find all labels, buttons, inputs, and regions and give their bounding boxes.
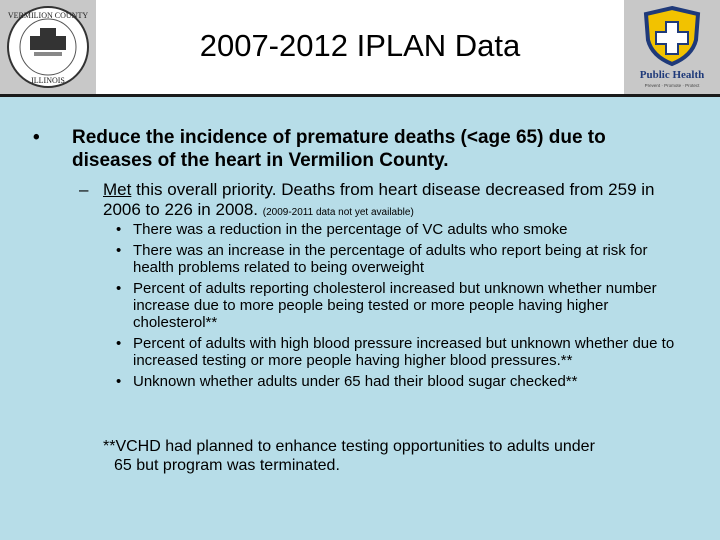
data-availability-note: (2009-2011 data not yet available) (262, 207, 414, 218)
bullet-icon: • (116, 242, 122, 259)
footnote-line-2: 65 but program was terminated. (114, 457, 340, 474)
dash-icon: – (79, 180, 89, 199)
list-item: • There was an increase in the percentage of adults who report being at risk for health problems related to being overweight (116, 242, 648, 276)
header-divider (0, 94, 720, 97)
vermilion-county-seal-icon (0, 0, 96, 94)
main-bullet (33, 126, 683, 172)
footnote-line-1: **VCHD had planned to enhance testing opportunities to adults under (103, 438, 595, 455)
public-health-shield-icon (624, 0, 720, 94)
bullet-icon: • (116, 221, 122, 238)
detail-list (116, 221, 686, 394)
svg-text:ILLINOIS: ILLINOIS (31, 76, 65, 85)
bullet-icon: • (116, 373, 122, 390)
vermilion-county-seal-logo (0, 0, 96, 94)
main-bullet-text: Reduce the incidence of premature deaths (<age 65) due to diseases of the heart in Vermilion County. (72, 127, 606, 171)
svg-text:VERMILION COUNTY: VERMILION COUNTY (7, 11, 89, 20)
svg-text:Prevent · Promote · Protect: Prevent · Promote · Protect (644, 83, 700, 88)
public-health-logo (624, 0, 720, 94)
list-item: • There was a reduction in the percentage of VC adults who smoke (116, 221, 568, 238)
bullet-icon: • (116, 280, 122, 297)
bullet-icon: • (33, 127, 40, 148)
slide-header (0, 0, 720, 94)
bullet-icon: • (116, 335, 122, 352)
slide-title: 2007-2012 IPLAN Data (199, 28, 521, 63)
list-item: • Unknown whether adults under 65 had their blood sugar checked** (116, 373, 578, 390)
list-item: • Percent of adults with high blood pressure increased but unknown whether due to increased testing or more people having higher blood pressures.** (116, 335, 675, 369)
sub-bullet (79, 180, 679, 223)
sub-bullet-text: this overall priority. Deaths from heart disease decreased from 259 in 2006 to 226 in 2008. (103, 180, 655, 219)
met-label: Met (103, 180, 132, 199)
footnote (103, 437, 683, 475)
svg-text:Public Health: Public Health (639, 69, 705, 81)
list-item: • Percent of adults reporting cholesterol increased but unknown whether number increase due to more people being tested or more people having higher cholesterol** (116, 280, 657, 331)
